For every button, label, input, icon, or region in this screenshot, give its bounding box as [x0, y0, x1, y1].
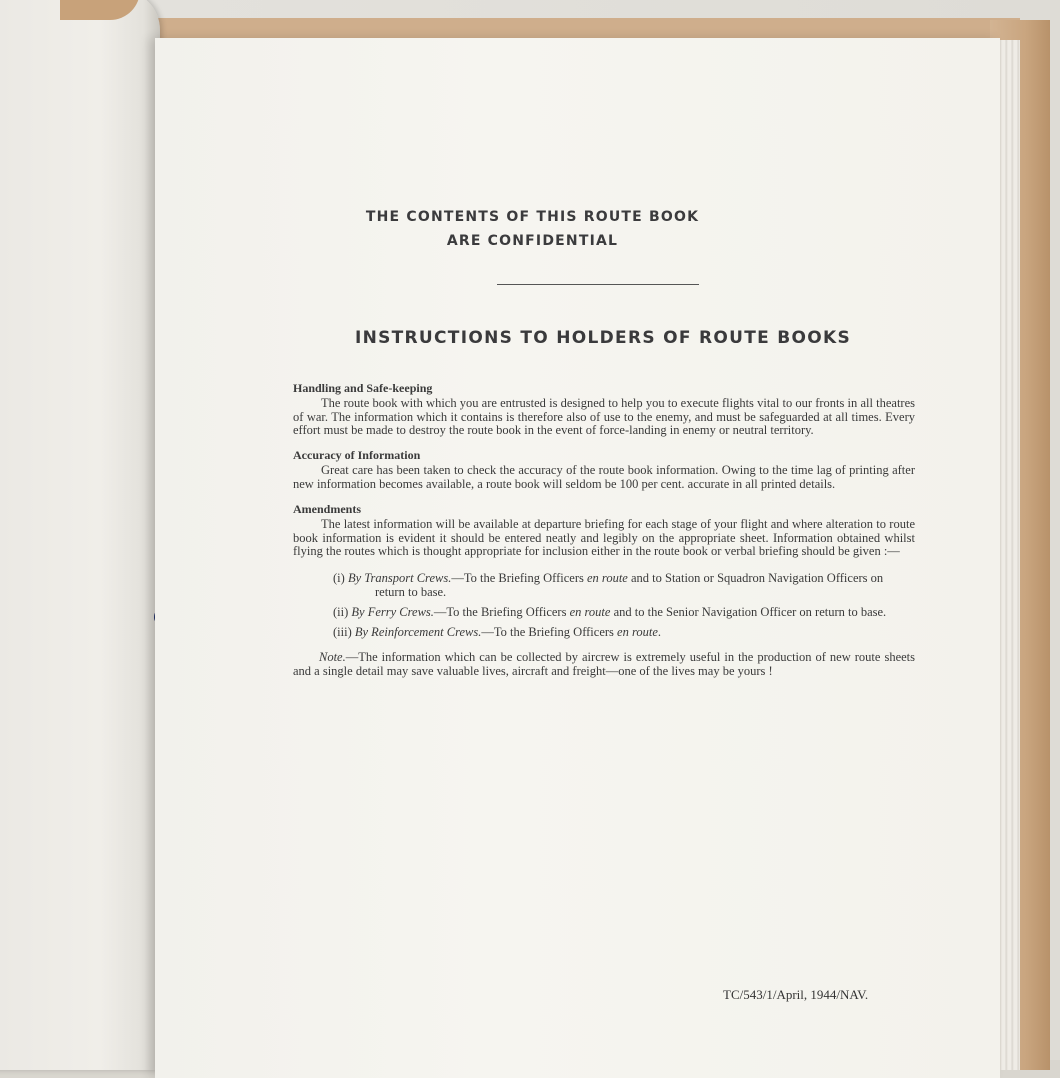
list-item-italic-b: en route	[617, 625, 658, 640]
confidential-header-line-1: THE CONTENTS OF THIS ROUTE BOOK	[365, 209, 700, 225]
list-item-text-b: and to Station or Squadron Navigation Officers on return to base.	[375, 571, 884, 599]
confidential-header	[155, 205, 910, 253]
instructions-title: INSTRUCTIONS TO HOLDERS OF ROUTE BOOKS	[354, 328, 852, 348]
header-divider	[497, 284, 699, 285]
list-item-subject: By Ferry Crews.	[351, 604, 434, 619]
section-heading-amendments: Amendments	[293, 502, 361, 517]
list-marker: (ii)	[333, 604, 349, 619]
note-text: —The information which can be collected by aircrew is extremely useful in the production of new route sheets and a single detail may save valuable lives, aircraft and freight—one of the lives may be yours !	[293, 650, 915, 678]
section-text-handling: The route book with which you are entrusted is designed to help you to execute flights vital to our fronts in all theatres of war. The information which it contains is therefore also of use to the enemy, and must be safeguarded at all times. Every effort must be made to destroy the route book in the event of force-landing in enemy or neutral territory.	[293, 396, 915, 437]
list-item-transport	[293, 572, 915, 599]
section-heading-accuracy: Accuracy of Information	[293, 448, 421, 463]
note-label: Note.	[319, 650, 346, 665]
document-page	[155, 38, 1000, 1078]
document-reference: TC/543/1/April, 1944/NAV.	[723, 987, 869, 1002]
instructions-body	[293, 382, 915, 691]
list-item-italic-b: en route	[569, 604, 611, 619]
list-item-ferry	[293, 606, 915, 619]
list-item-text-b: .	[657, 625, 662, 640]
list-marker: (i)	[333, 571, 345, 586]
note-paragraph	[293, 651, 915, 678]
section-heading-handling: Handling and Safe-keeping	[293, 381, 433, 395]
list-item-italic-b: en route	[587, 571, 628, 586]
list-item-text-a: —To the Briefing Officers	[451, 571, 587, 586]
left-facing-page	[0, 0, 160, 1070]
list-item-subject: By Transport Crews.	[347, 571, 452, 586]
confidential-header-line-2: ARE CONFIDENTIAL	[446, 233, 619, 249]
list-item-text-b: and to the Senior Navigation Officer on return to base.	[610, 604, 887, 619]
section-text-accuracy: Great care has been taken to check the accuracy of the route book information. Owing to the time lag of printing after new information becomes available, a route book will seldom be 100 per cent. accurate in all printed details.	[293, 463, 915, 491]
list-item-text-a: —To the Briefing Officers	[481, 625, 618, 640]
list-item-subject: By Reinforcement Crews.	[354, 625, 482, 640]
list-item-reinforcement	[293, 626, 915, 639]
list-marker: (iii)	[333, 625, 352, 640]
section-text-amendments: The latest information will be available at departure briefing for each stage of your flight and where alteration to route book information is evident it should be entered neatly and legibly on the appropriate sheet. Information obtained whilst flying the routes which is thought appropriate for inclusion either in the route book or verbal briefing should be given :—	[293, 517, 915, 558]
list-item-text-a: —To the Briefing Officers	[433, 604, 570, 619]
